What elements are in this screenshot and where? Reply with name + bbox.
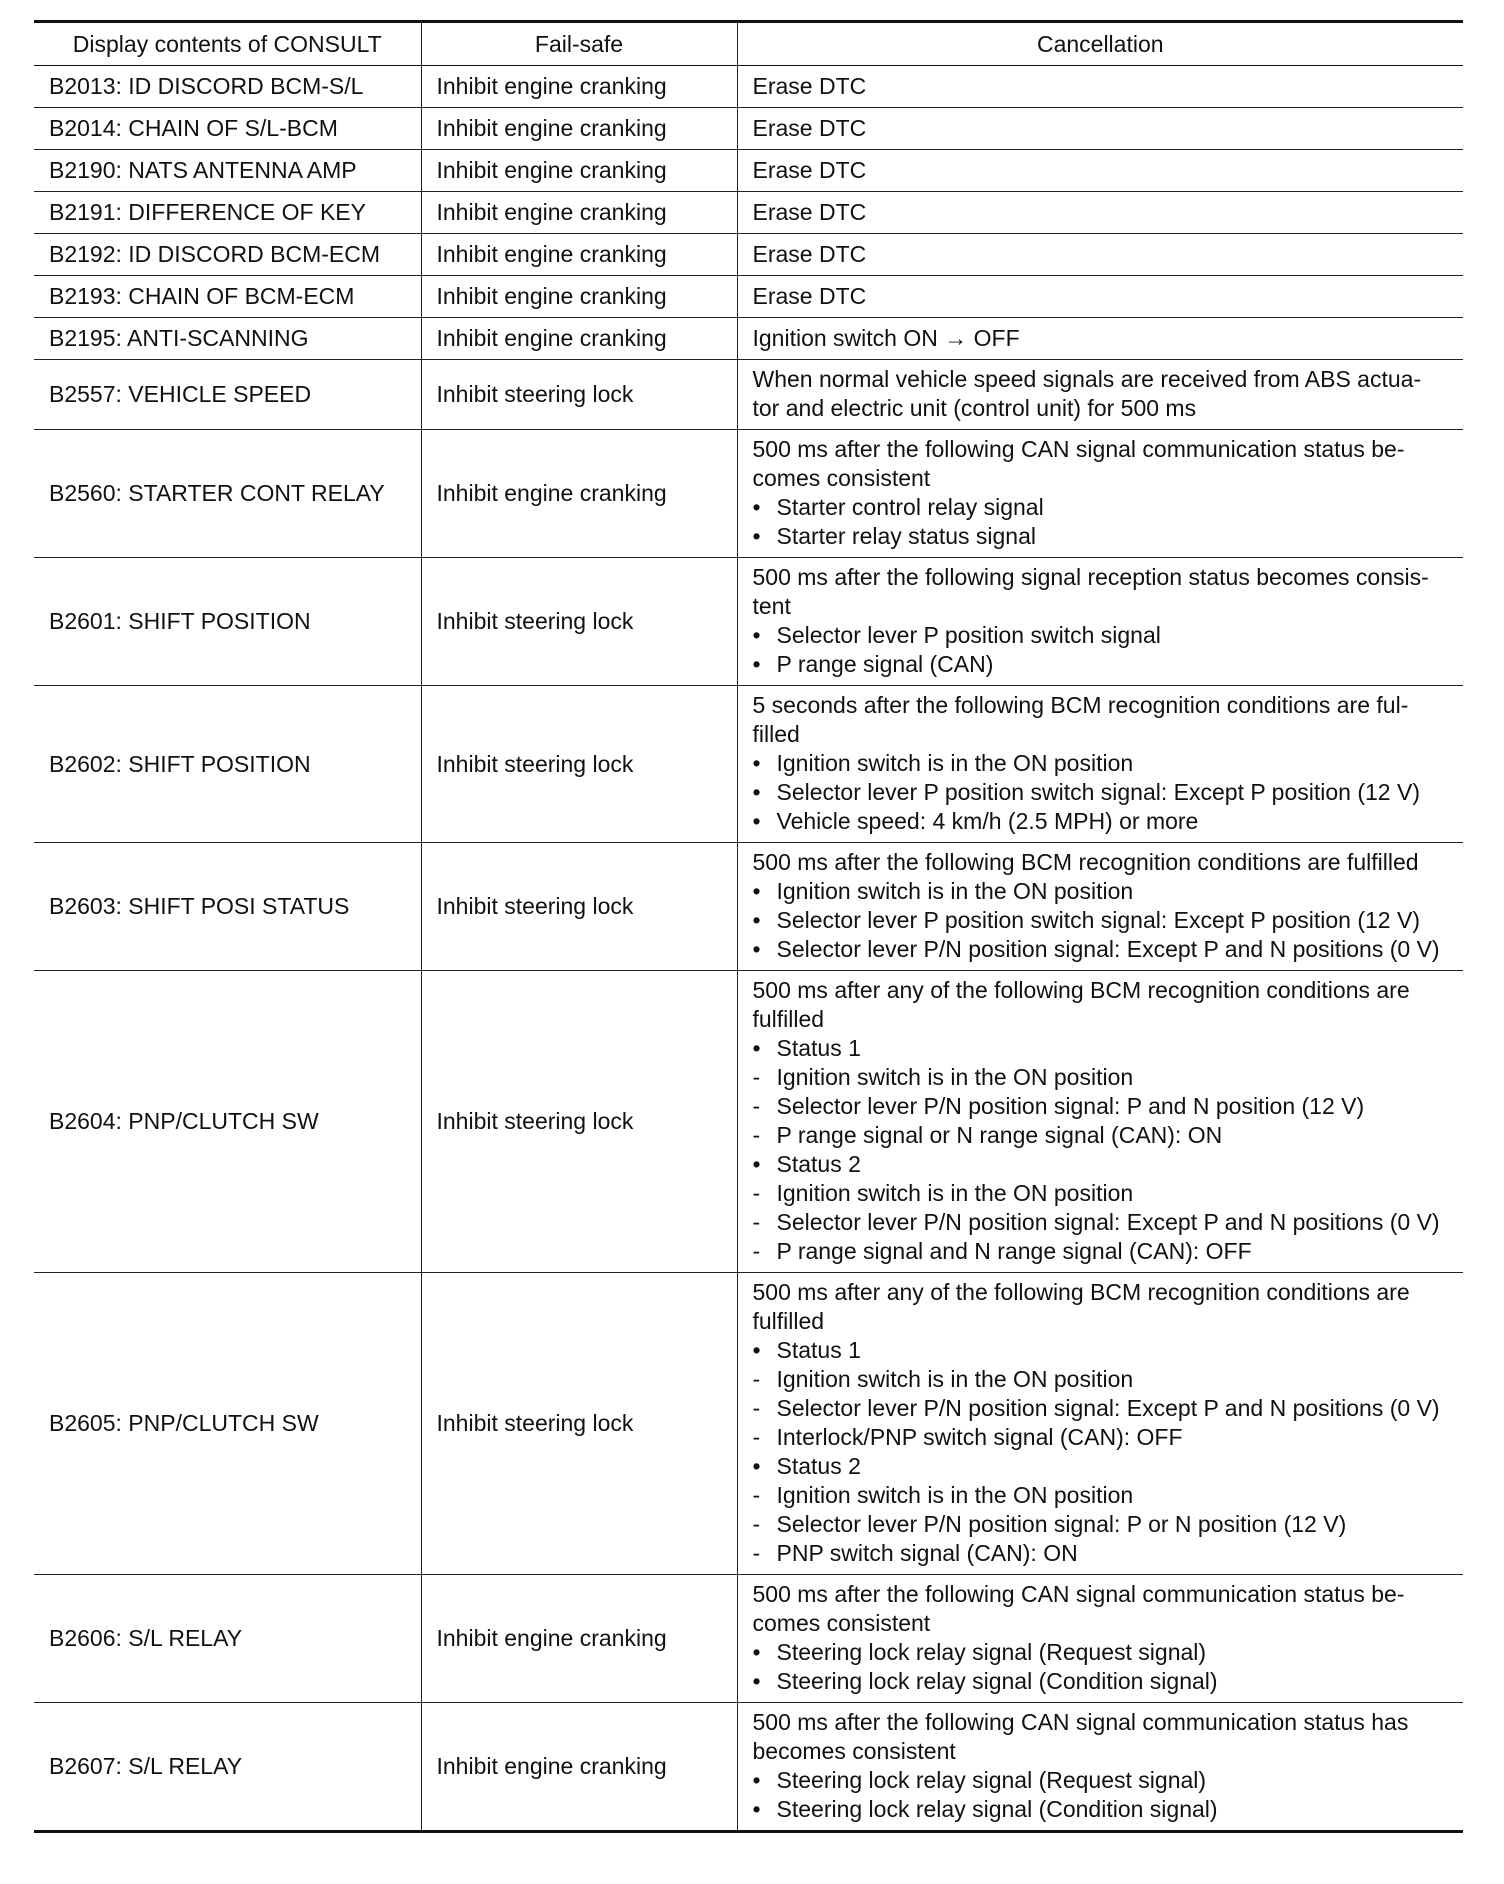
dash-marker: - [752, 1122, 761, 1148]
cancellation-text: 5 seconds after the following BCM recognition conditions are ful- [752, 692, 1409, 718]
cancellation-text: Status 1 [776, 1035, 861, 1061]
cancellation-text: Selector lever P position switch signal: Except P position (12 V) [776, 907, 1420, 933]
cancellation-text: Erase DTC [752, 114, 867, 141]
table-row [34, 234, 1463, 276]
table-row [34, 558, 1463, 686]
cancellation-line [753, 282, 1450, 311]
cancellation-cell [737, 1575, 1463, 1703]
bullet-marker: • [752, 1035, 761, 1061]
bullet-marker: • [752, 494, 761, 520]
cancellation-text: Ignition switch is in the ON position [776, 1180, 1134, 1206]
consult-display-cell: B2605: PNP/CLUTCH SW [34, 1273, 421, 1575]
cancellation-line [753, 1336, 1450, 1365]
cancellation-text: Selector lever P position switch signal [776, 622, 1161, 648]
failsafe-cell: Inhibit steering lock [421, 1273, 737, 1575]
cancellation-line [753, 1795, 1450, 1824]
table-row [34, 318, 1463, 360]
cancellation-line [753, 72, 1450, 101]
cancellation-line [753, 848, 1450, 877]
dash-marker: - [752, 1238, 761, 1264]
consult-display-cell: B2604: PNP/CLUTCH SW [34, 971, 421, 1273]
failsafe-cell: Inhibit steering lock [421, 360, 737, 430]
cancellation-text: P range signal or N range signal (CAN): ON [776, 1122, 1223, 1148]
cancellation-line [753, 877, 1450, 906]
bullet-marker: • [752, 622, 761, 648]
cancellation-line [753, 156, 1450, 185]
cancellation-cell [737, 1273, 1463, 1575]
cancellation-text: Erase DTC [752, 72, 867, 99]
cancellation-text: filled [752, 721, 800, 747]
table-row [34, 686, 1463, 843]
cancellation-text: Ignition switch is in the ON position [776, 1482, 1134, 1508]
bullet-marker: • [752, 936, 761, 962]
table-row [34, 150, 1463, 192]
table-row [34, 971, 1463, 1273]
cancellation-text: Erase DTC [752, 198, 867, 225]
cancellation-line [753, 1510, 1450, 1539]
cancellation-line [753, 1423, 1450, 1452]
cancellation-cell [737, 1703, 1463, 1832]
cancellation-line [753, 435, 1450, 464]
cancellation-line [753, 493, 1450, 522]
cancellation-text: Steering lock relay signal (Condition signal) [776, 1668, 1218, 1694]
table-row [34, 360, 1463, 430]
cancellation-text: Steering lock relay signal (Request signal) [776, 1639, 1207, 1665]
bullet-marker: • [752, 651, 761, 677]
header-row [34, 22, 1463, 66]
failsafe-cell: Inhibit engine cranking [421, 276, 737, 318]
cancellation-line [753, 1580, 1450, 1609]
consult-display-cell: B2606: S/L RELAY [34, 1575, 421, 1703]
cancellation-cell [737, 843, 1463, 971]
cancellation-line [753, 1237, 1450, 1266]
failsafe-cell: Inhibit engine cranking [421, 150, 737, 192]
bullet-marker: • [752, 1453, 761, 1479]
bullet-marker: • [752, 779, 761, 805]
consult-display-cell: B2013: ID DISCORD BCM-S/L [34, 66, 421, 108]
failsafe-cell: Inhibit steering lock [421, 558, 737, 686]
cancellation-text: comes consistent [752, 1610, 931, 1636]
bullet-marker: • [752, 878, 761, 904]
cancellation-text: tent [752, 593, 791, 619]
bullet-marker: • [752, 523, 761, 549]
table-row [34, 108, 1463, 150]
dash-marker: - [752, 1209, 761, 1235]
cancellation-line [753, 394, 1450, 423]
cancellation-text: Status 2 [776, 1151, 861, 1177]
cancellation-text: 500 ms after the following CAN signal communication status has [752, 1709, 1409, 1735]
cancellation-text: Ignition switch is in the ON position [776, 750, 1134, 776]
cancellation-text: Selector lever P/N position signal: Except P and N positions (0 V) [776, 936, 1440, 962]
failsafe-table [34, 20, 1463, 1833]
cancellation-text: Erase DTC [752, 282, 867, 309]
cancellation-cell [737, 66, 1463, 108]
cancellation-text: Selector lever P/N position signal: Except P and N positions (0 V) [776, 1395, 1440, 1421]
cancellation-cell [737, 558, 1463, 686]
table-row [34, 276, 1463, 318]
dash-marker: - [752, 1395, 761, 1421]
cancellation-line [753, 1092, 1450, 1121]
cancellation-text: P range signal (CAN) [776, 651, 994, 677]
cancellation-text: 500 ms after the following CAN signal communication status be- [752, 436, 1405, 462]
dash-marker: - [752, 1482, 761, 1508]
cancellation-text: 500 ms after any of the following BCM recognition conditions are [752, 977, 1410, 1003]
dash-marker: - [752, 1366, 761, 1392]
cancellation-cell [737, 318, 1463, 360]
cancellation-text: 500 ms after any of the following BCM recognition conditions are [752, 1279, 1410, 1305]
cancellation-text: Steering lock relay signal (Request signal) [776, 1767, 1207, 1793]
bullet-marker: • [752, 750, 761, 776]
cancellation-line [753, 1766, 1450, 1795]
cancellation-text: fulfilled [752, 1308, 825, 1334]
cancellation-line [753, 1737, 1450, 1766]
cancellation-text: Status 1 [776, 1337, 861, 1363]
cancellation-line [753, 240, 1450, 269]
cancellation-text: fulfilled [752, 1006, 825, 1032]
consult-display-cell: B2014: CHAIN OF S/L-BCM [34, 108, 421, 150]
consult-display-cell: B2603: SHIFT POSI STATUS [34, 843, 421, 971]
table-body [34, 66, 1463, 1832]
bullet-marker: • [752, 1337, 761, 1363]
consult-display-cell: B2602: SHIFT POSITION [34, 686, 421, 843]
failsafe-cell: Inhibit engine cranking [421, 430, 737, 558]
bullet-marker: • [752, 1767, 761, 1793]
cancellation-line [753, 1539, 1450, 1568]
cancellation-line [753, 749, 1450, 778]
cancellation-text: Selector lever P/N position signal: P and N position (12 V) [776, 1093, 1365, 1119]
cancellation-text: Ignition switch is in the ON position [776, 1064, 1134, 1090]
consult-display-cell: B2190: NATS ANTENNA AMP [34, 150, 421, 192]
cancellation-line [753, 1394, 1450, 1423]
table-row [34, 192, 1463, 234]
failsafe-cell: Inhibit engine cranking [421, 318, 737, 360]
table-header [34, 22, 1463, 66]
consult-display-cell: B2191: DIFFERENCE OF KEY [34, 192, 421, 234]
cancellation-line [753, 114, 1450, 143]
cancellation-cell [737, 192, 1463, 234]
table-row [34, 1703, 1463, 1832]
cancellation-line [753, 365, 1450, 394]
dash-marker: - [752, 1064, 761, 1090]
cancellation-line [753, 1708, 1450, 1737]
cancellation-cell [737, 430, 1463, 558]
cancellation-line [753, 563, 1450, 592]
cancellation-text: When normal vehicle speed signals are received from ABS actua- [752, 366, 1422, 392]
cancellation-text: comes consistent [752, 465, 931, 491]
consult-display-cell: B2601: SHIFT POSITION [34, 558, 421, 686]
bullet-marker: • [752, 907, 761, 933]
dash-marker: - [752, 1511, 761, 1537]
cancellation-cell [737, 360, 1463, 430]
failsafe-cell: Inhibit steering lock [421, 971, 737, 1273]
header-cancellation: Cancellation [737, 22, 1463, 66]
cancellation-text: Selector lever P/N position signal: P or N position (12 V) [776, 1511, 1347, 1537]
failsafe-cell: Inhibit steering lock [421, 843, 737, 971]
cancellation-line [753, 1307, 1450, 1336]
cancellation-line [753, 1365, 1450, 1394]
cancellation-text: Ignition switch ON → OFF [752, 324, 1020, 351]
cancellation-line [753, 198, 1450, 227]
cancellation-text: Steering lock relay signal (Condition signal) [776, 1796, 1218, 1822]
cancellation-line [753, 935, 1450, 964]
table-row [34, 430, 1463, 558]
cancellation-line [753, 1208, 1450, 1237]
table-row [34, 66, 1463, 108]
dash-marker: - [752, 1093, 761, 1119]
cancellation-line [753, 621, 1450, 650]
bullet-marker: • [752, 808, 761, 834]
cancellation-line [753, 1063, 1450, 1092]
consult-display-cell: B2193: CHAIN OF BCM-ECM [34, 276, 421, 318]
cancellation-text: 500 ms after the following BCM recognition conditions are fulfilled [752, 849, 1419, 875]
cancellation-cell [737, 276, 1463, 318]
cancellation-text: Starter control relay signal [776, 494, 1044, 520]
consult-display-cell: B2560: STARTER CONT RELAY [34, 430, 421, 558]
bullet-marker: • [752, 1668, 761, 1694]
cancellation-line [753, 1278, 1450, 1307]
cancellation-line [753, 522, 1450, 551]
cancellation-line [753, 1034, 1450, 1063]
failsafe-cell: Inhibit engine cranking [421, 192, 737, 234]
cancellation-text: Vehicle speed: 4 km/h (2.5 MPH) or more [776, 808, 1199, 834]
cancellation-line [753, 720, 1450, 749]
header-failsafe: Fail-safe [421, 22, 737, 66]
cancellation-text: Selector lever P/N position signal: Except P and N positions (0 V) [776, 1209, 1440, 1235]
cancellation-line [753, 691, 1450, 720]
cancellation-cell [737, 971, 1463, 1273]
cancellation-line [753, 1179, 1450, 1208]
cancellation-text: becomes consistent [752, 1738, 956, 1764]
cancellation-text: Interlock/PNP switch signal (CAN): OFF [776, 1424, 1183, 1450]
consult-display-cell: B2195: ANTI-SCANNING [34, 318, 421, 360]
bullet-marker: • [752, 1796, 761, 1822]
cancellation-text: P range signal and N range signal (CAN): OFF [776, 1238, 1252, 1264]
bullet-marker: • [752, 1639, 761, 1665]
cancellation-line [753, 906, 1450, 935]
cancellation-text: Erase DTC [752, 156, 867, 183]
cancellation-text: Erase DTC [752, 240, 867, 267]
cancellation-text: Ignition switch is in the ON position [776, 1366, 1134, 1392]
failsafe-cell: Inhibit engine cranking [421, 1575, 737, 1703]
cancellation-cell [737, 108, 1463, 150]
cancellation-line [753, 1005, 1450, 1034]
cancellation-line [753, 324, 1450, 353]
table-row [34, 1273, 1463, 1575]
cancellation-line [753, 807, 1450, 836]
cancellation-text: 500 ms after the following signal reception status becomes consis- [752, 564, 1429, 590]
failsafe-cell: Inhibit engine cranking [421, 108, 737, 150]
cancellation-line [753, 1150, 1450, 1179]
cancellation-line [753, 976, 1450, 1005]
failsafe-cell: Inhibit engine cranking [421, 66, 737, 108]
header-consult: Display contents of CONSULT [34, 22, 421, 66]
dash-marker: - [752, 1180, 761, 1206]
cancellation-cell [737, 150, 1463, 192]
cancellation-text: PNP switch signal (CAN): ON [776, 1540, 1078, 1566]
cancellation-cell [737, 686, 1463, 843]
cancellation-line [753, 1609, 1450, 1638]
cancellation-line [753, 1667, 1450, 1696]
cancellation-text: tor and electric unit (control unit) for 500 ms [752, 395, 1197, 421]
consult-display-cell: B2192: ID DISCORD BCM-ECM [34, 234, 421, 276]
table-row [34, 843, 1463, 971]
cancellation-line [753, 464, 1450, 493]
cancellation-text: Starter relay status signal [776, 523, 1037, 549]
cancellation-line [753, 1481, 1450, 1510]
consult-display-cell: B2607: S/L RELAY [34, 1703, 421, 1832]
dash-marker: - [752, 1540, 761, 1566]
failsafe-cell: Inhibit engine cranking [421, 1703, 737, 1832]
cancellation-line [753, 778, 1450, 807]
consult-display-cell: B2557: VEHICLE SPEED [34, 360, 421, 430]
cancellation-text: 500 ms after the following CAN signal communication status be- [752, 1581, 1405, 1607]
cancellation-line [753, 1638, 1450, 1667]
cancellation-text: Selector lever P position switch signal: Except P position (12 V) [776, 779, 1420, 805]
cancellation-line [753, 592, 1450, 621]
bullet-marker: • [752, 1151, 761, 1177]
dash-marker: - [752, 1424, 761, 1450]
cancellation-text: Status 2 [776, 1453, 861, 1479]
cancellation-line [753, 1452, 1450, 1481]
failsafe-cell: Inhibit engine cranking [421, 234, 737, 276]
cancellation-line [753, 650, 1450, 679]
failsafe-cell: Inhibit steering lock [421, 686, 737, 843]
cancellation-line [753, 1121, 1450, 1150]
cancellation-text: Ignition switch is in the ON position [776, 878, 1134, 904]
table-row [34, 1575, 1463, 1703]
cancellation-cell [737, 234, 1463, 276]
